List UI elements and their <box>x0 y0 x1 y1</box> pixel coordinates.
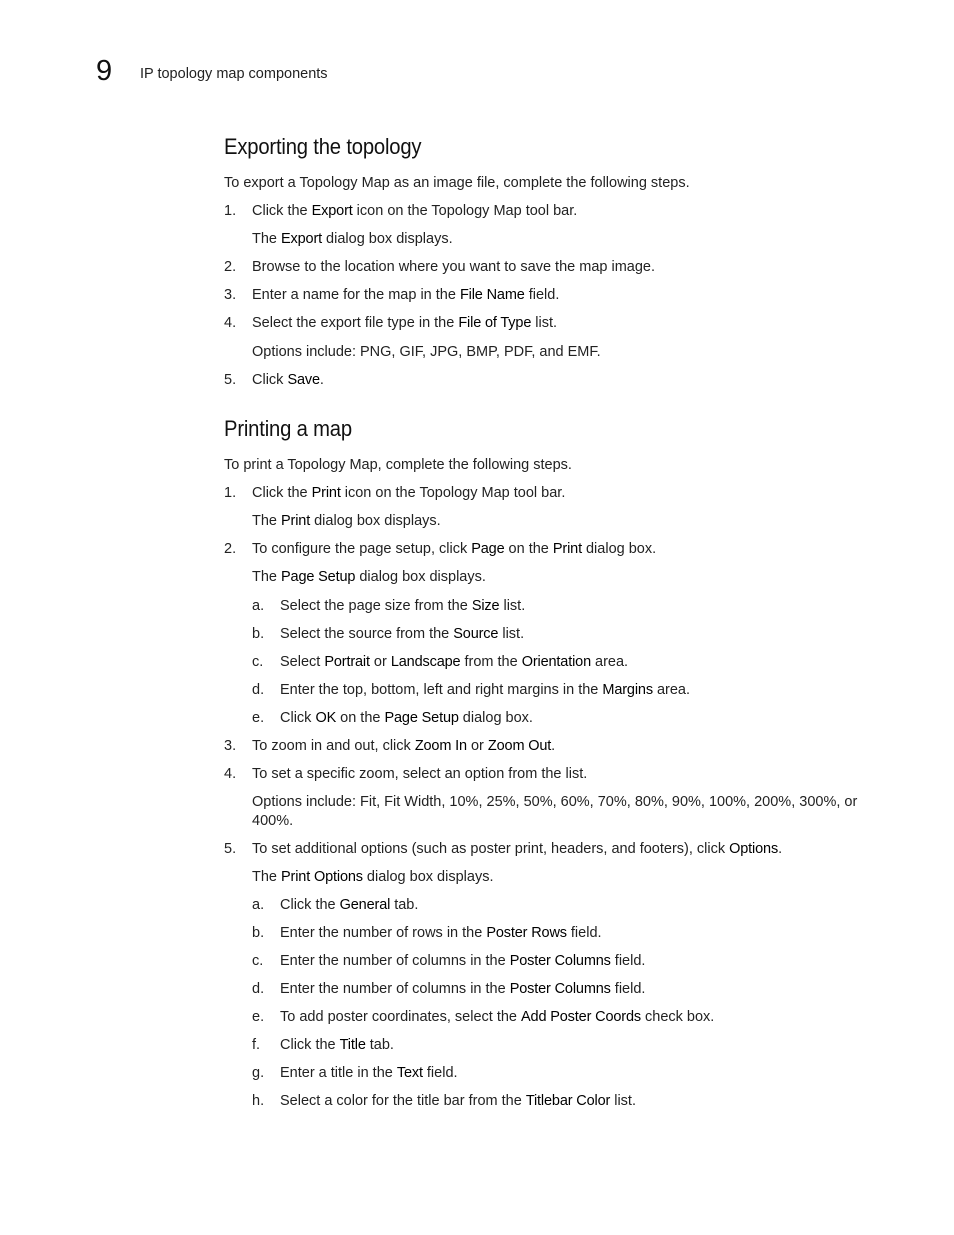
text-run: Enter the number of columns in the <box>280 953 510 969</box>
text-run: Select the export file type in the <box>252 315 459 331</box>
print-step1-result <box>252 512 441 531</box>
ui-term: Print <box>281 513 311 529</box>
text-run: The <box>252 231 282 247</box>
text-run: dialog box displays. <box>362 869 494 885</box>
print-step5a <box>280 896 418 915</box>
print-step2c-letter: c. <box>252 654 264 670</box>
text-run: Enter a name for the map in the <box>252 287 460 303</box>
ui-term: Options <box>729 841 779 857</box>
ui-term: Landscape <box>390 654 461 670</box>
ui-term: Titlebar Color <box>525 1093 611 1109</box>
print-step5a-letter: a. <box>252 897 265 913</box>
text-run: Click the <box>280 897 340 913</box>
text-run: The <box>252 513 282 529</box>
section-title-print: Printing a map <box>224 416 352 441</box>
ui-term: Zoom In <box>414 738 467 754</box>
text-run: . <box>778 841 783 857</box>
text-run: on the <box>336 710 385 726</box>
export-step1-number: 1. <box>224 203 237 219</box>
print-step5e <box>280 1008 714 1027</box>
text-run: Enter the number of rows in the <box>280 925 487 941</box>
print-step1-number: 1. <box>224 485 237 501</box>
export-step4-number: 4. <box>224 315 237 331</box>
export-step2-number: 2. <box>224 259 237 275</box>
section-title-export: Exporting the topology <box>224 134 422 159</box>
text-run: dialog box. <box>458 710 533 726</box>
export-step1-result <box>252 230 453 249</box>
ui-term: Print <box>311 485 341 501</box>
text-run: tab. <box>390 897 419 913</box>
print-intro: To print a Topology Map, complete the following steps. <box>224 457 572 473</box>
print-step5d-letter: d. <box>252 981 265 997</box>
print-step2d <box>280 681 690 700</box>
text-run: The <box>252 869 282 885</box>
text-run: check box. <box>640 1009 715 1025</box>
text-run: from the <box>460 654 522 670</box>
print-step1 <box>252 484 565 503</box>
print-step2-number: 2. <box>224 541 237 557</box>
print-step5b-letter: b. <box>252 925 265 941</box>
ui-term: Page Setup <box>384 710 459 726</box>
ui-term: File Name <box>459 287 525 303</box>
text-run: field. <box>610 953 646 969</box>
ui-term: Page <box>471 541 505 557</box>
text-run: Select a color for the title bar from the <box>280 1093 526 1109</box>
ui-term: Portrait <box>324 654 370 670</box>
print-step2b <box>280 625 524 644</box>
ui-term: Poster Columns <box>509 981 611 997</box>
ui-term: General <box>339 897 391 913</box>
ui-term: Source <box>453 626 499 642</box>
text-run: dialog box. <box>581 541 657 557</box>
text-run: To configure the page setup, click <box>252 541 472 557</box>
ui-term: Poster Columns <box>509 953 611 969</box>
text-run: Click the <box>280 1037 340 1053</box>
text-run: field. <box>422 1065 458 1081</box>
print-step5g <box>280 1064 458 1083</box>
print-step4-note: Options include: Fit, Fit Width, 10%, 25%, 50%, 60%, 70%, 80%, 90%, 100%, 200%, 300%, or 400%. <box>252 794 858 829</box>
text-run: To set additional options (such as poster print, headers, and footers), click <box>252 841 730 857</box>
ui-term: Size <box>471 598 500 614</box>
export-step5 <box>252 371 324 390</box>
print-step2a-letter: a. <box>252 598 265 614</box>
print-step4-number: 4. <box>224 766 237 782</box>
ui-term: OK <box>315 710 337 726</box>
ui-term: Export <box>281 231 323 247</box>
print-step2e <box>280 709 533 728</box>
text-run: Select <box>280 654 325 670</box>
print-step5-result <box>252 868 493 887</box>
print-step5h <box>280 1092 636 1111</box>
ui-term: Orientation <box>521 654 591 670</box>
export-step5-number: 5. <box>224 372 237 388</box>
text-run: or <box>466 738 488 754</box>
text-run: Click <box>280 710 316 726</box>
print-step2d-letter: d. <box>252 682 265 698</box>
export-step2: Browse to the location where you want to save the map image. <box>252 259 655 275</box>
text-run: list. <box>610 1093 636 1109</box>
text-run: Select the page size from the <box>280 598 472 614</box>
print-step5f <box>280 1036 394 1055</box>
print-step3-number: 3. <box>224 738 237 754</box>
print-step4: To set a specific zoom, select an option from the list. <box>252 766 588 782</box>
chapter-number: 9 <box>96 55 113 87</box>
print-step2a <box>280 597 525 616</box>
text-run: tab. <box>365 1037 394 1053</box>
text-run: Click <box>252 372 288 388</box>
print-step2 <box>252 540 656 559</box>
export-step4 <box>252 314 557 333</box>
text-run: dialog box displays. <box>355 569 486 585</box>
text-run: . <box>551 738 556 754</box>
text-run: icon on the Topology Map tool bar. <box>340 485 566 501</box>
text-run: The <box>252 569 282 585</box>
text-run: . <box>319 372 324 388</box>
text-run: To add poster coordinates, select the <box>280 1009 522 1025</box>
print-step5b <box>280 924 602 943</box>
ui-term: Zoom Out <box>487 738 552 754</box>
ui-term: Poster Rows <box>486 925 567 941</box>
ui-term: Print <box>552 541 582 557</box>
print-step5-number: 5. <box>224 841 237 857</box>
export-step4-note: Options include: PNG, GIF, JPG, BMP, PDF, and EMF. <box>252 344 601 360</box>
text-run: list. <box>498 626 525 642</box>
export-intro: To export a Topology Map as an image file, complete the following steps. <box>224 175 690 191</box>
print-step5c <box>280 952 645 971</box>
ui-term: Add Poster Coords <box>521 1009 641 1025</box>
text-run: icon on the Topology Map tool bar. <box>352 203 578 219</box>
print-step5f-letter: f. <box>252 1037 261 1053</box>
text-run: Enter the top, bottom, left and right margins in the <box>280 682 603 698</box>
print-step5e-letter: e. <box>252 1009 265 1025</box>
text-run: dialog box displays. <box>310 513 441 529</box>
text-run: or <box>369 654 391 670</box>
print-step5d <box>280 980 645 999</box>
print-step2c <box>280 653 628 672</box>
text-run: list. <box>531 315 558 331</box>
ui-term: Text <box>396 1065 423 1081</box>
print-step5 <box>252 840 782 859</box>
ui-term: Title <box>339 1037 366 1053</box>
export-step1 <box>252 202 577 221</box>
text-run: Enter the number of columns in the <box>280 981 510 997</box>
text-run: list. <box>499 598 526 614</box>
text-run: Click the <box>252 203 312 219</box>
export-step3 <box>252 286 559 305</box>
print-step3 <box>252 737 555 756</box>
print-step5c-letter: c. <box>252 953 264 969</box>
text-run: To zoom in and out, click <box>252 738 415 754</box>
export-step3-number: 3. <box>224 287 237 303</box>
print-step5h-letter: h. <box>252 1093 265 1109</box>
ui-term: Export <box>311 203 353 219</box>
print-step5g-letter: g. <box>252 1065 265 1081</box>
text-run: Enter a title in the <box>280 1065 397 1081</box>
text-run: area. <box>652 682 691 698</box>
text-run: field. <box>524 287 560 303</box>
print-step2b-letter: b. <box>252 626 265 642</box>
ui-term: Save <box>287 372 320 388</box>
text-run: area. <box>590 654 629 670</box>
text-run: Click the <box>252 485 312 501</box>
print-step2-result <box>252 568 486 587</box>
print-step2e-letter: e. <box>252 710 265 726</box>
text-run: dialog box displays. <box>322 231 453 247</box>
ui-term: File of Type <box>458 315 532 331</box>
ui-term: Margins <box>602 682 653 698</box>
running-head: IP topology map components <box>140 66 328 82</box>
ui-term: Print Options <box>281 869 363 885</box>
text-run: Select the source from the <box>280 626 454 642</box>
ui-term: Page Setup <box>281 569 356 585</box>
text-run: field. <box>610 981 646 997</box>
text-run: field. <box>566 925 602 941</box>
text-run: on the <box>504 541 553 557</box>
